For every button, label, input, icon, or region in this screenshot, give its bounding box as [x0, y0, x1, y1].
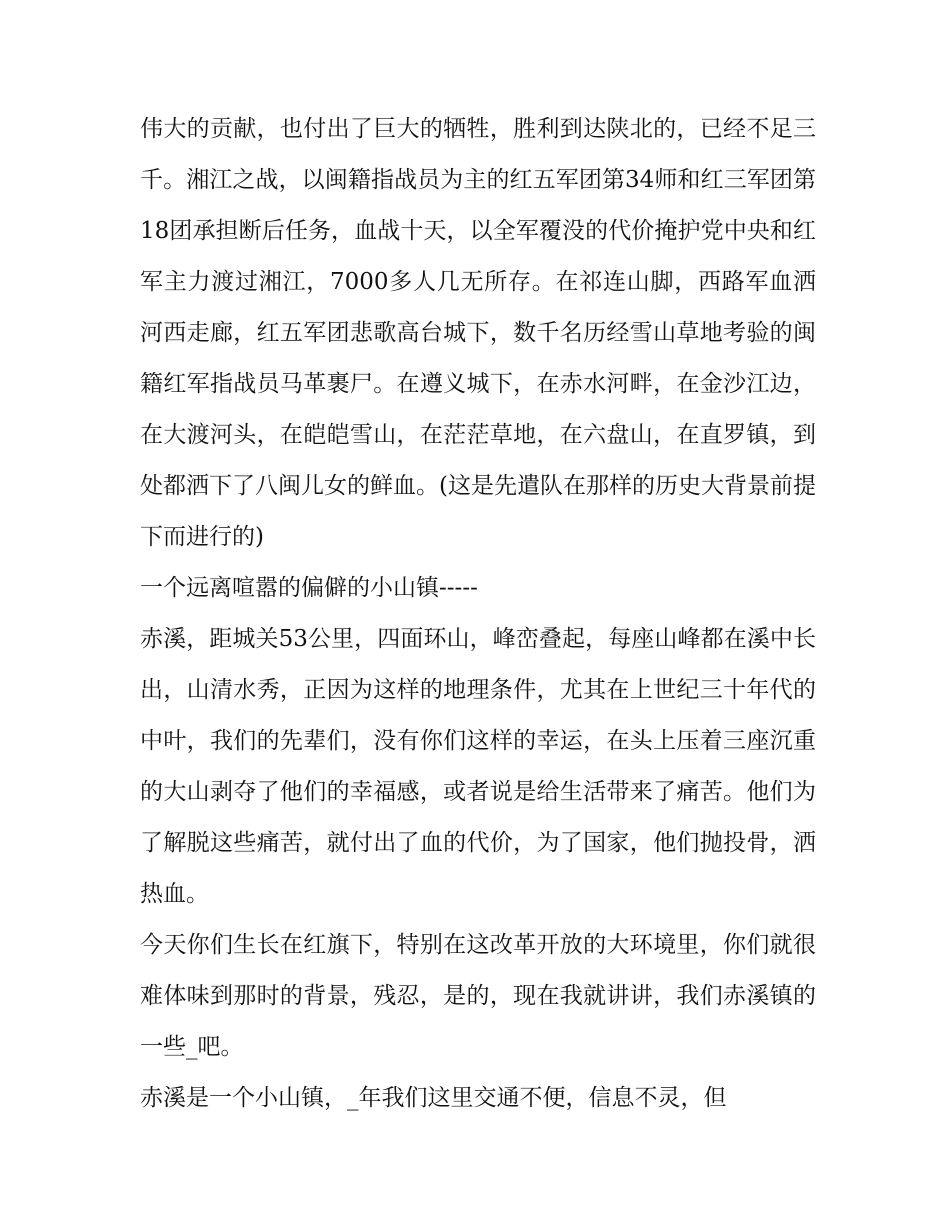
paragraph-3: 赤溪，距城关53公里，四面环山，峰峦叠起，每座山峰都在溪中长出，山清水秀，正因为这样的地理条件，尤其在上世纪三十年代的中叶，我们的先辈们，没有你们这样的幸运，在头上压着三座沉重的大山剥夺了他们的幸福感，或者说是给生活带来了痛苦。他们为了解脱这些痛苦，就付出了血的代价，为了国家，他们抛投骨，洒热血。	[140, 626, 816, 907]
paragraph-2: 一个远离喧嚣的偏僻的小山镇-----	[140, 575, 478, 601]
paragraph-1: 伟大的贡献，也付出了巨大的牺牲，胜利到达陕北的，已经不足三千。湘江之战，以闽籍指战员为主的红五军团第34师和红三军团第18团承担断后任务，血战十天，以全军覆没的代价掩护党中央和红军主力渡过湘江，7000多人几无所存。在祁连山脚，西路军血洒河西走廊，红五军团悲歌高台城下，数千名历经雪山草地考验的闽籍红军指战员马革裹尸。在遵义城下，在赤水河畔，在金沙江边，在大渡河头，在皑皑雪山，在茫茫草地，在六盘山，在直罗镇，到处都洒下了八闽儿女的鲜血。(这是先遣队在那样的历史大背景前提下而进行的)	[140, 116, 816, 550]
paragraph-5: 赤溪是一个小山镇，_年我们这里交通不便，信息不灵，但	[140, 1085, 727, 1111]
document-body	[140, 104, 816, 1124]
paragraph-4: 今天你们生长在红旗下，特别在这改革开放的大环境里，你们就很难体味到那时的背景，残忍，是的，现在我就讲讲，我们赤溪镇的一些_吧。	[140, 932, 816, 1060]
